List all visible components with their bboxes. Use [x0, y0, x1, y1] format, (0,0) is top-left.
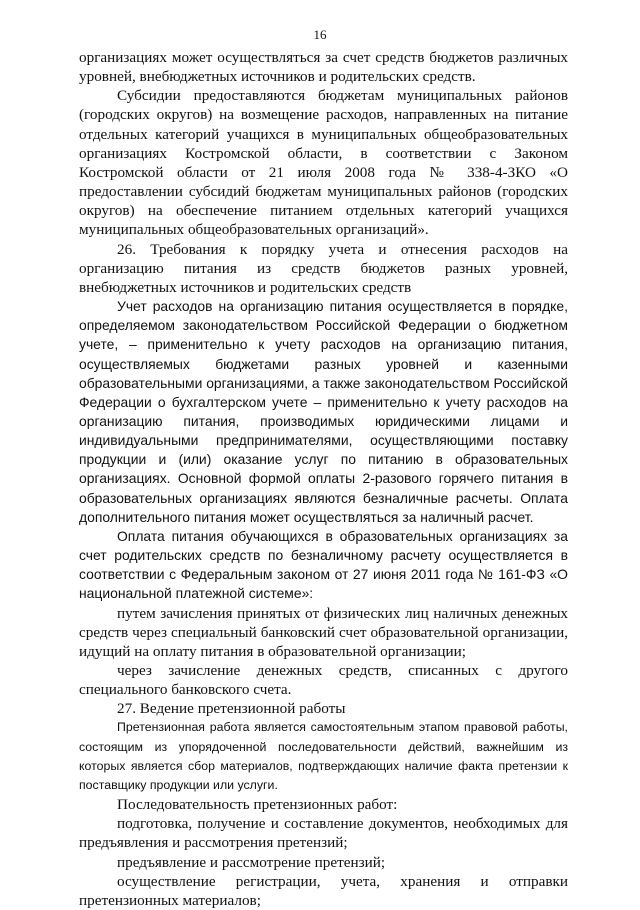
- section-26-heading: 26. Требования к порядку учета и отнесения расходов на организацию питания из средств бюджетов разных уровней, внебюджетных источников и родительских средств: [79, 240, 568, 296]
- paragraph-expense-accounting: Учет расходов на организацию питания осуществляется в порядке, определяемом законодательством Российской Федерации о бюджетном учете, – применительно к учету расходов на организацию питания, осуществляемых бюджетами разных уровней и казенными образовательными организациями, а также законодательством Российской Федерации о бухгалтерском учете – применительно к учету расходов на организацию питания, производимых юридическими лицами и индивидуальными предпринимателями, осуществляющими поставку продукции и (или) оказание услуг по питанию в образовательных организациях. Основной формой оплаты 2-разового горячего питания в образовательных организациях являются безналичные расчеты. Оплата дополнительного питания может осуществляться за наличный расчет.: [79, 298, 568, 525]
- section-27-heading: 27. Ведение претензионной работы: [117, 700, 346, 718]
- paragraph-claims-work: Претензионная работа является самостоятельным этапом правовой работы, состоящим из упорядоченной последовательности действий, важнейшим из которых является сбор материалов, подтверждающих наличие факта претензии к поставщику продукции или услуги.: [79, 720, 568, 792]
- paragraph-claims-sequence: Последовательность претензионных работ:: [117, 796, 398, 814]
- paragraph-subsidies: Субсидии предоставляются бюджетам муниципальных районов (городских округов) на возмещение расходов, направленных на питание отдельных категорий учащихся в муниципальных общеобразовательных организациях Костромской области, в соответствии с Законом Костромской области от 21 июля 2008 года № 338-4-ЗКО «О предоставлении субсидий бюджетам муниципальных районов (городских округов) на обеспечение питанием отдельных категорий учащихся муниципальных общеобразовательных организаций».: [79, 87, 568, 239]
- document-body: [79, 48, 568, 910]
- paragraph-funding-sources-continued: организациях может осуществляться за счет средств бюджетов различных уровней, внебюджетных источников и родительских средств.: [79, 49, 568, 86]
- paragraph-parental-payment: Оплата питания обучающихся в образовательных организациях за счет родительских средств по безналичному расчету осуществляется в соответствии с Федеральным законом от 27 июня 2011 года № 161-ФЗ «О национальной платежной системе»:: [79, 527, 568, 602]
- paragraph-payment-method-account: путем зачисления принятых от физических лиц наличных денежных средств через специальный банковский счет образовательной организации, идущий на оплату питания в образовательной организации;: [79, 604, 568, 660]
- paragraph-payment-method-transfer: через зачисление денежных средств, списанных с другого специального банковского счета.: [79, 662, 568, 699]
- page-number: 16: [313, 27, 327, 42]
- list-item-register-claims: осуществление регистрации, учета, хранения и отправки претензионных материалов;: [79, 872, 568, 909]
- list-item-prepare-documents: подготовка, получение и составление документов, необходимых для предъявления и рассмотрения претензий;: [79, 815, 568, 852]
- list-item-present-claims: предъявление и рассмотрение претензий;: [117, 853, 386, 871]
